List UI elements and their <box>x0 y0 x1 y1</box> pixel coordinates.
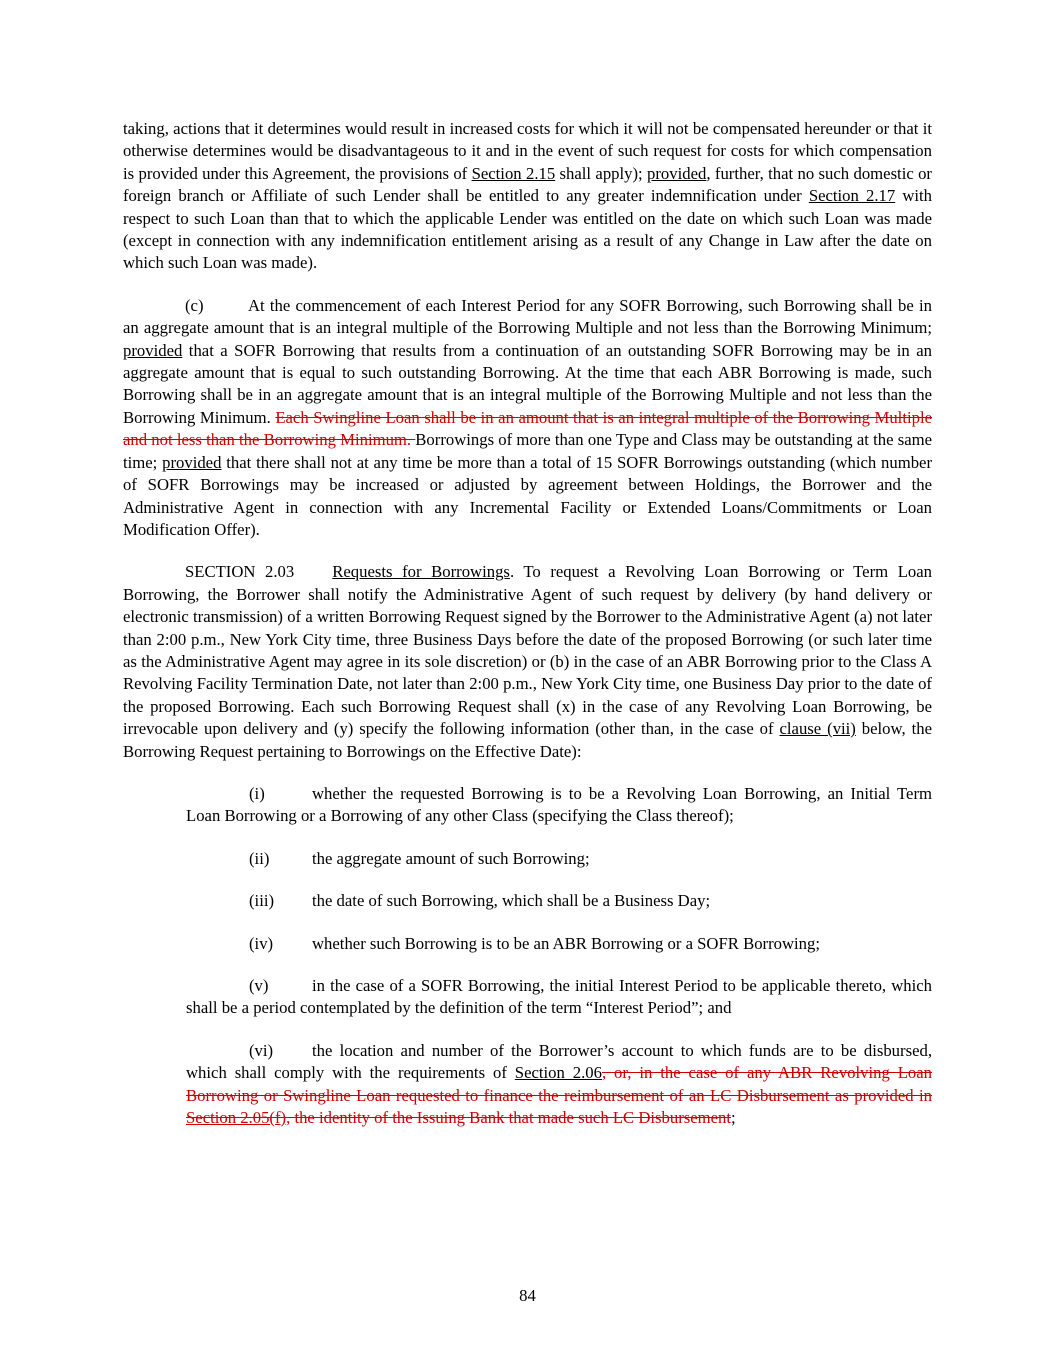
text-segment: provided <box>647 163 707 183</box>
document-body <box>123 118 932 1129</box>
text-segment: Section 2.17 <box>808 186 896 206</box>
text-segment: that a SOFR Borrowing that results from a continuation of an outstanding SOFR Borrowing may be in an aggregate amount that is equal to such outstanding Borrowing. At the time that each ABR Borrowing is made, such Borrowing shall be in an aggregate amount that is an integral multiple of the Borrowing Multiple and not less than the Borrowing Minimum. <box>123 340 932 427</box>
list-marker: (ii) <box>249 848 270 868</box>
paragraph-continuation <box>123 118 932 275</box>
text-segment: with respect to such Loan than that to which the applicable Lender was entitled on the date on which such Loan was made (except in connection with any indemnification entitlement arising as a result of any Change in Law after the date on which such Loan was made). <box>123 186 932 273</box>
page-number: 84 <box>519 1285 536 1305</box>
list-item-iv <box>186 933 932 955</box>
list-marker: (iv) <box>249 933 274 953</box>
text-segment: SECTION 2.03 <box>185 562 295 582</box>
text-segment: provided <box>123 340 183 360</box>
text-segment: , or, in the case of any ABR Revolving Loan Borrowing or Swingline Loan requested to finance the reimbursement of an LC Disbursement as provided in <box>186 1063 933 1105</box>
list-item-v <box>186 975 932 1020</box>
text-segment: Each Swingline Loan shall be in an amount that is an integral multiple of the Borrowing Multiple and not less than the Borrowing Minimum. <box>123 407 932 450</box>
text-segment: shall apply); <box>555 163 648 183</box>
text-segment: . To request a Revolving Loan Borrowing or Term Loan Borrowing, the Borrower shall notify the Administrative Agent of such request by delivery (by hand delivery or electronic transmission) of a written Borrowing Request signed by the Borrower to the Administrative Agent (a) not later than 2:00 p.m., New York City time, three Business Days before the date of the proposed Borrowing (or such later time as the Administrative Agent may agree in its sole discretion) or (b) in the case of an ABR Borrowing prior to the Class A Revolving Facility Termination Date, not later than 2:00 p.m., New York City time, one Business Day prior to the date of the proposed Borrowing. Each such Borrowing Request shall (x) in the case of any Revolving Loan Borrowing, be irrevocable upon delivery and (y) specify the following information (other than, in the case of <box>123 562 932 739</box>
text-segment: in the case of a SOFR Borrowing, the initial Interest Period to be applicable thereto, which shall be a period contemplated by the definition of the term “Interest Period”; and <box>186 976 932 1018</box>
text-segment: Section 2.06 <box>514 1063 602 1083</box>
text-segment: the aggregate amount of such Borrowing; <box>312 848 590 868</box>
text-segment: Requests for Borrowings <box>332 562 510 582</box>
text-segment: clause (vii) <box>779 719 856 739</box>
list-marker: (i) <box>249 783 265 803</box>
list-item-iii <box>186 890 932 912</box>
text-segment: ; <box>731 1108 736 1128</box>
text-segment: , the identity of the Issuing Bank that made such LC Disbursement <box>286 1108 732 1128</box>
list-marker: (c) <box>185 295 204 315</box>
text-segment: provided <box>162 452 222 472</box>
text-segment: Borrowings of more than one Type and Class may be outstanding at the same time; <box>123 430 932 472</box>
paragraph-c <box>123 295 932 541</box>
text-segment: below, the Borrowing Request pertaining to Borrowings on the Effective Date): <box>123 719 932 761</box>
list-item-ii <box>186 848 932 870</box>
list-marker: (v) <box>249 976 269 995</box>
text-segment: Section 2.05(f) <box>186 1108 287 1128</box>
text-segment: the location and number of the Borrower’s account to which funds are to be disbursed, which shall comply with the requirements of <box>186 1040 932 1083</box>
text-segment: the date of such Borrowing, which shall be a Business Day; <box>312 891 711 911</box>
text-segment: whether the requested Borrowing is to be a Revolving Loan Borrowing, an Initial Term Loan Borrowing or a Borrowing of any other Class (specifying the Class thereof); <box>186 783 932 826</box>
text-segment: At the commencement of each Interest Period for any SOFR Borrowing, such Borrowing shall be in an aggregate amount that is an integral multiple of the Borrowing Multiple and not less than the Borrowing Minimum; <box>123 295 932 338</box>
list-marker: (iii) <box>249 891 275 911</box>
list-item-i <box>186 783 932 828</box>
text-segment: , further, that no such domestic or foreign branch or Affiliate of such Lender shall be entitled to any greater indemnification under <box>123 163 932 206</box>
text-segment: Section 2.15 <box>471 163 556 183</box>
paragraph-section-2-03 <box>123 561 932 763</box>
text-segment: that there shall not at any time be more than a total of 15 SOFR Borrowings outstanding (which number of SOFR Borrowings may be increased or adjusted by agreement between Holdings, the Borrower and the Administrative Agent in connection with any Incremental Facility or Extended Loans/Commitments or Loan Modification Offer). <box>123 452 932 539</box>
list-item-vi <box>186 1040 932 1130</box>
text-segment: taking, actions that it determines would result in increased costs for which it will not be compensated hereunder or that it otherwise determines would be disadvantageous to it and in the event of such request for costs for which compensation is provided under this Agreement, the provisions of <box>123 119 932 183</box>
text-segment: whether such Borrowing is to be an ABR Borrowing or a SOFR Borrowing; <box>312 933 821 953</box>
list-marker: (vi) <box>249 1040 274 1060</box>
